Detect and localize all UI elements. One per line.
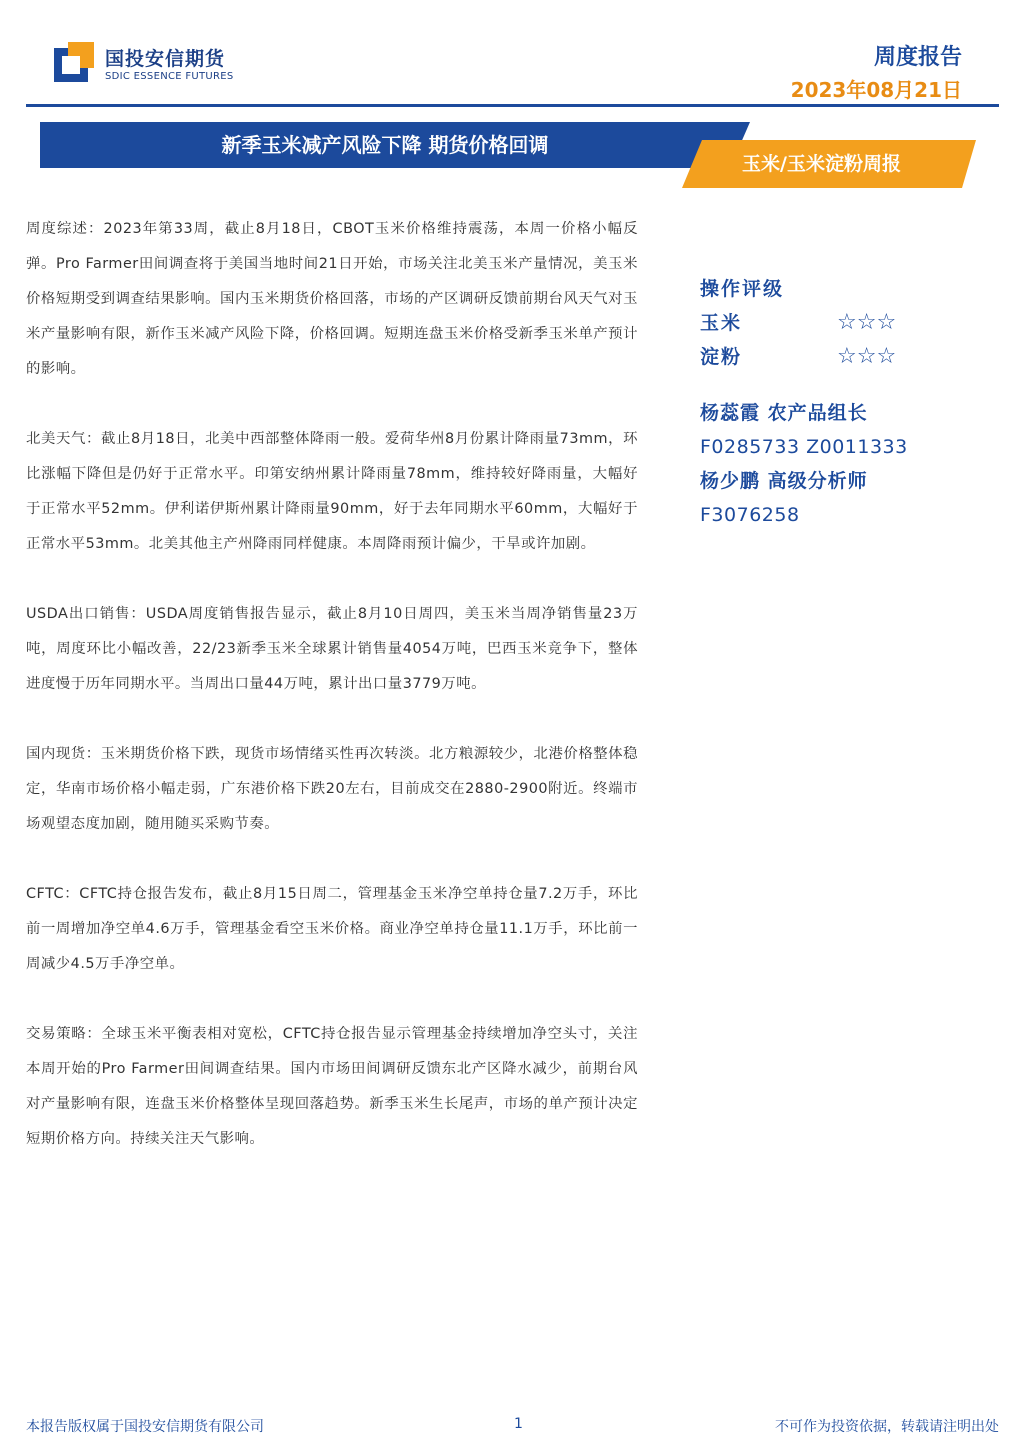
rating-label: 玉米 <box>700 312 743 334</box>
paragraph-weekly-summary: 周度综述：2023年第33周，截止8月18日，CBOT玉米价格维持震荡，本周一价格小幅反弹。Pro Farmer田间调查将于美国当地时间21日开始，市场关注北美玉米产量情况，美玉米价格短期受到调查结果影响。国内玉米期货价格回落，市场的产区调研反馈前期台风天气对玉米产量影响有限，新作玉米减产风险下降，价格回调。短期连盘玉米价格受新季玉米单产预计的影响。 <box>26 221 638 377</box>
report-type: 周度报告 <box>873 45 962 70</box>
rating-row-starch <box>700 340 980 374</box>
report-date: 2023年08月21日 <box>790 78 962 102</box>
report-title: 新季玉米减产风险下降 期货价格回调 <box>221 133 549 157</box>
footer <box>26 1416 999 1440</box>
paragraph-usda-export: USDA出口销售：USDA周度销售报告显示，截止8月10日周四，美玉米当周净销售量23万吨，周度环比小幅改善，22/23新季玉米全球累计销售量4054万吨，巴西玉米竞争下，整体进度慢于历年同期水平。当周出口量44万吨，累计出口量3779万吨。 <box>26 606 638 692</box>
company-logo <box>54 42 234 88</box>
star-rating-icon: ☆☆☆ <box>837 344 897 369</box>
report-body <box>26 212 638 1192</box>
paragraph-cftc: CFTC：CFTC持仓报告发布，截止8月15日周二，管理基金玉米净空单持仓量7.2万手，环比前一周增加净空单4.6万手，管理基金看空玉米价格。商业净空单持仓量11.1万手，环比前一周减少4.5万手净空单。 <box>26 886 638 972</box>
rating-label: 淀粉 <box>700 346 743 368</box>
logo-text-en: SDIC ESSENCE FUTURES <box>105 71 234 82</box>
logo-mark-icon <box>54 42 94 82</box>
paragraph-us-weather: 北美天气：截止8月18日，北美中西部整体降雨一般。爱荷华州8月份累计降雨量73mm，环比涨幅下降但是仍好于正常水平。印第安纳州累计降雨量78mm，维持较好降雨量，大幅好于正常水平52mm。伊利诺伊斯州累计降雨量90mm，好于去年同期水平60mm，大幅好于正常水平53mm。北美其他主产州降雨同样健康。本周降雨预计偏少，干旱或许加剧。 <box>26 431 638 552</box>
analyst-license: F3076258 <box>700 504 800 526</box>
star-rating-icon: ☆☆☆ <box>837 310 897 335</box>
paragraph-domestic-spot: 国内现货：玉米期货价格下跌，现货市场情绪买性再次转淡。北方粮源较少，北港价格整体稳定，华南市场价格小幅走弱，广东港价格下跌20左右，目前成交在2880-2900附近。终端市场观望态度加剧，随用随买采购节奏。 <box>26 746 638 832</box>
disclaimer-notice: 不可作为投资依据，转载请注明出处 <box>775 1419 999 1435</box>
rating-row-corn <box>700 306 980 340</box>
sidebar <box>700 272 980 532</box>
header-divider <box>26 104 999 107</box>
analyst-name: 杨蕊霞 农产品组长 <box>700 402 868 424</box>
report-subtitle: 玉米/玉米淀粉周报 <box>742 153 901 175</box>
page-number: 1 <box>514 1416 523 1432</box>
copyright-notice: 本报告版权属于国投安信期货有限公司 <box>26 1419 264 1435</box>
rating-title: 操作评级 <box>700 278 785 300</box>
analyst-name: 杨少鹏 高级分析师 <box>700 470 868 492</box>
logo-text-cn: 国投安信期货 <box>105 48 226 70</box>
paragraph-strategy: 交易策略：全球玉米平衡表相对宽松，CFTC持仓报告显示管理基金持续增加净空头寸，关注本周开始的Pro Farmer田间调查结果。国内市场田间调研反馈东北产区降水减少，前期台风对产量影响有限，连盘玉米价格整体呈现回落趋势。新季玉米生长尾声，市场的单产预计决定短期价格方向。持续关注天气影响。 <box>26 1026 638 1147</box>
analyst-license: F0285733 Z0011333 <box>700 436 908 458</box>
